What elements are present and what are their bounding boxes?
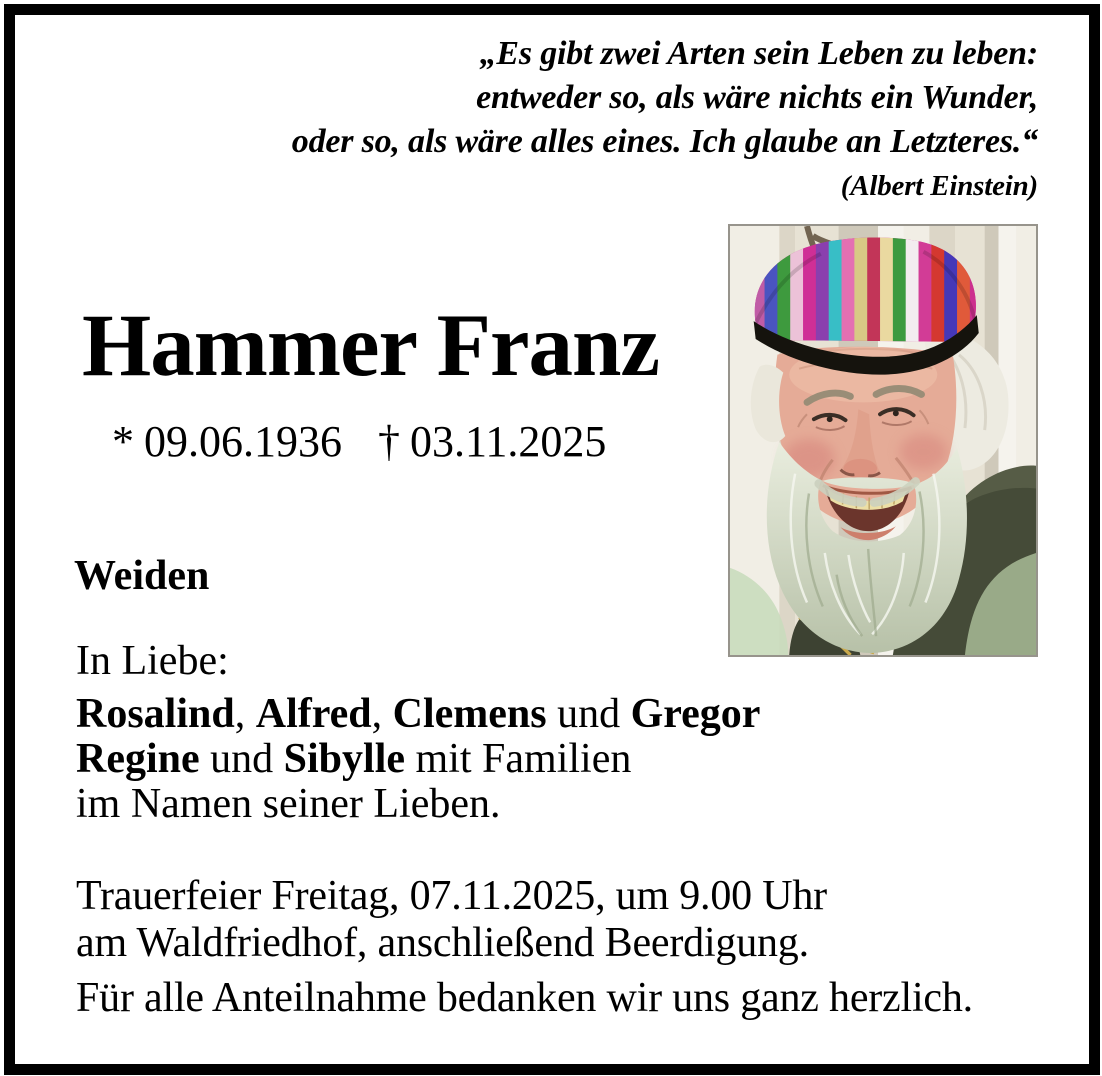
family-lines <box>76 692 760 827</box>
quote-line: oder so, als wäre alles eines. Ich glaube an Letzteres.“ <box>291 123 1038 160</box>
family-line-text: im Namen seiner Lieben. <box>76 781 501 827</box>
life-dates <box>112 417 607 466</box>
death-date: 03.11.2025 <box>410 417 607 466</box>
city-label: Weiden <box>74 553 210 599</box>
family-member-name: Rosalind <box>76 691 235 737</box>
death-date-group <box>378 417 606 466</box>
funeral-line: Trauerfeier Freitag, 07.11.2025, um 9.00 Uhr <box>76 873 827 919</box>
portrait-photo <box>728 224 1038 657</box>
cheek-blush <box>900 434 947 470</box>
birth-star-symbol: * <box>112 417 134 466</box>
death-cross-symbol: † <box>378 417 400 466</box>
quote-line: „Es gibt zwei Arten sein Leben zu leben: <box>479 35 1038 72</box>
quote-line: entweder so, als wäre nichts ein Wunder, <box>476 79 1038 116</box>
quote-block <box>292 32 1038 206</box>
family-line <box>76 692 760 737</box>
birth-date: 09.06.1936 <box>144 417 342 466</box>
funeral-line: am Waldfriedhof, anschließend Beerdigung. <box>76 920 809 966</box>
family-member-name: Alfred <box>255 691 372 737</box>
family-member-name: Gregor <box>630 691 761 737</box>
deceased-name: Hammer Franz <box>82 297 660 395</box>
salutation: In Liebe: <box>76 638 229 684</box>
family-member-name: Clemens <box>392 691 547 737</box>
thanks-line: Für alle Anteilnahme bedanken wir uns ganz herzlich. <box>76 975 973 1021</box>
family-line <box>76 737 760 782</box>
portrait-illustration <box>730 226 1036 655</box>
birth-date-group <box>112 417 342 466</box>
family-member-name: Regine <box>76 736 200 782</box>
quote-attribution: (Albert Einstein) <box>840 170 1038 202</box>
funeral-info <box>76 873 827 967</box>
family-line-text: und <box>546 691 631 737</box>
family-line-text: , <box>371 691 393 737</box>
family-line <box>76 782 760 827</box>
family-line-text: und <box>199 736 284 782</box>
family-member-name: Sibylle <box>283 736 406 782</box>
family-line-text: mit Familien <box>405 736 632 782</box>
family-line-text: , <box>234 691 256 737</box>
